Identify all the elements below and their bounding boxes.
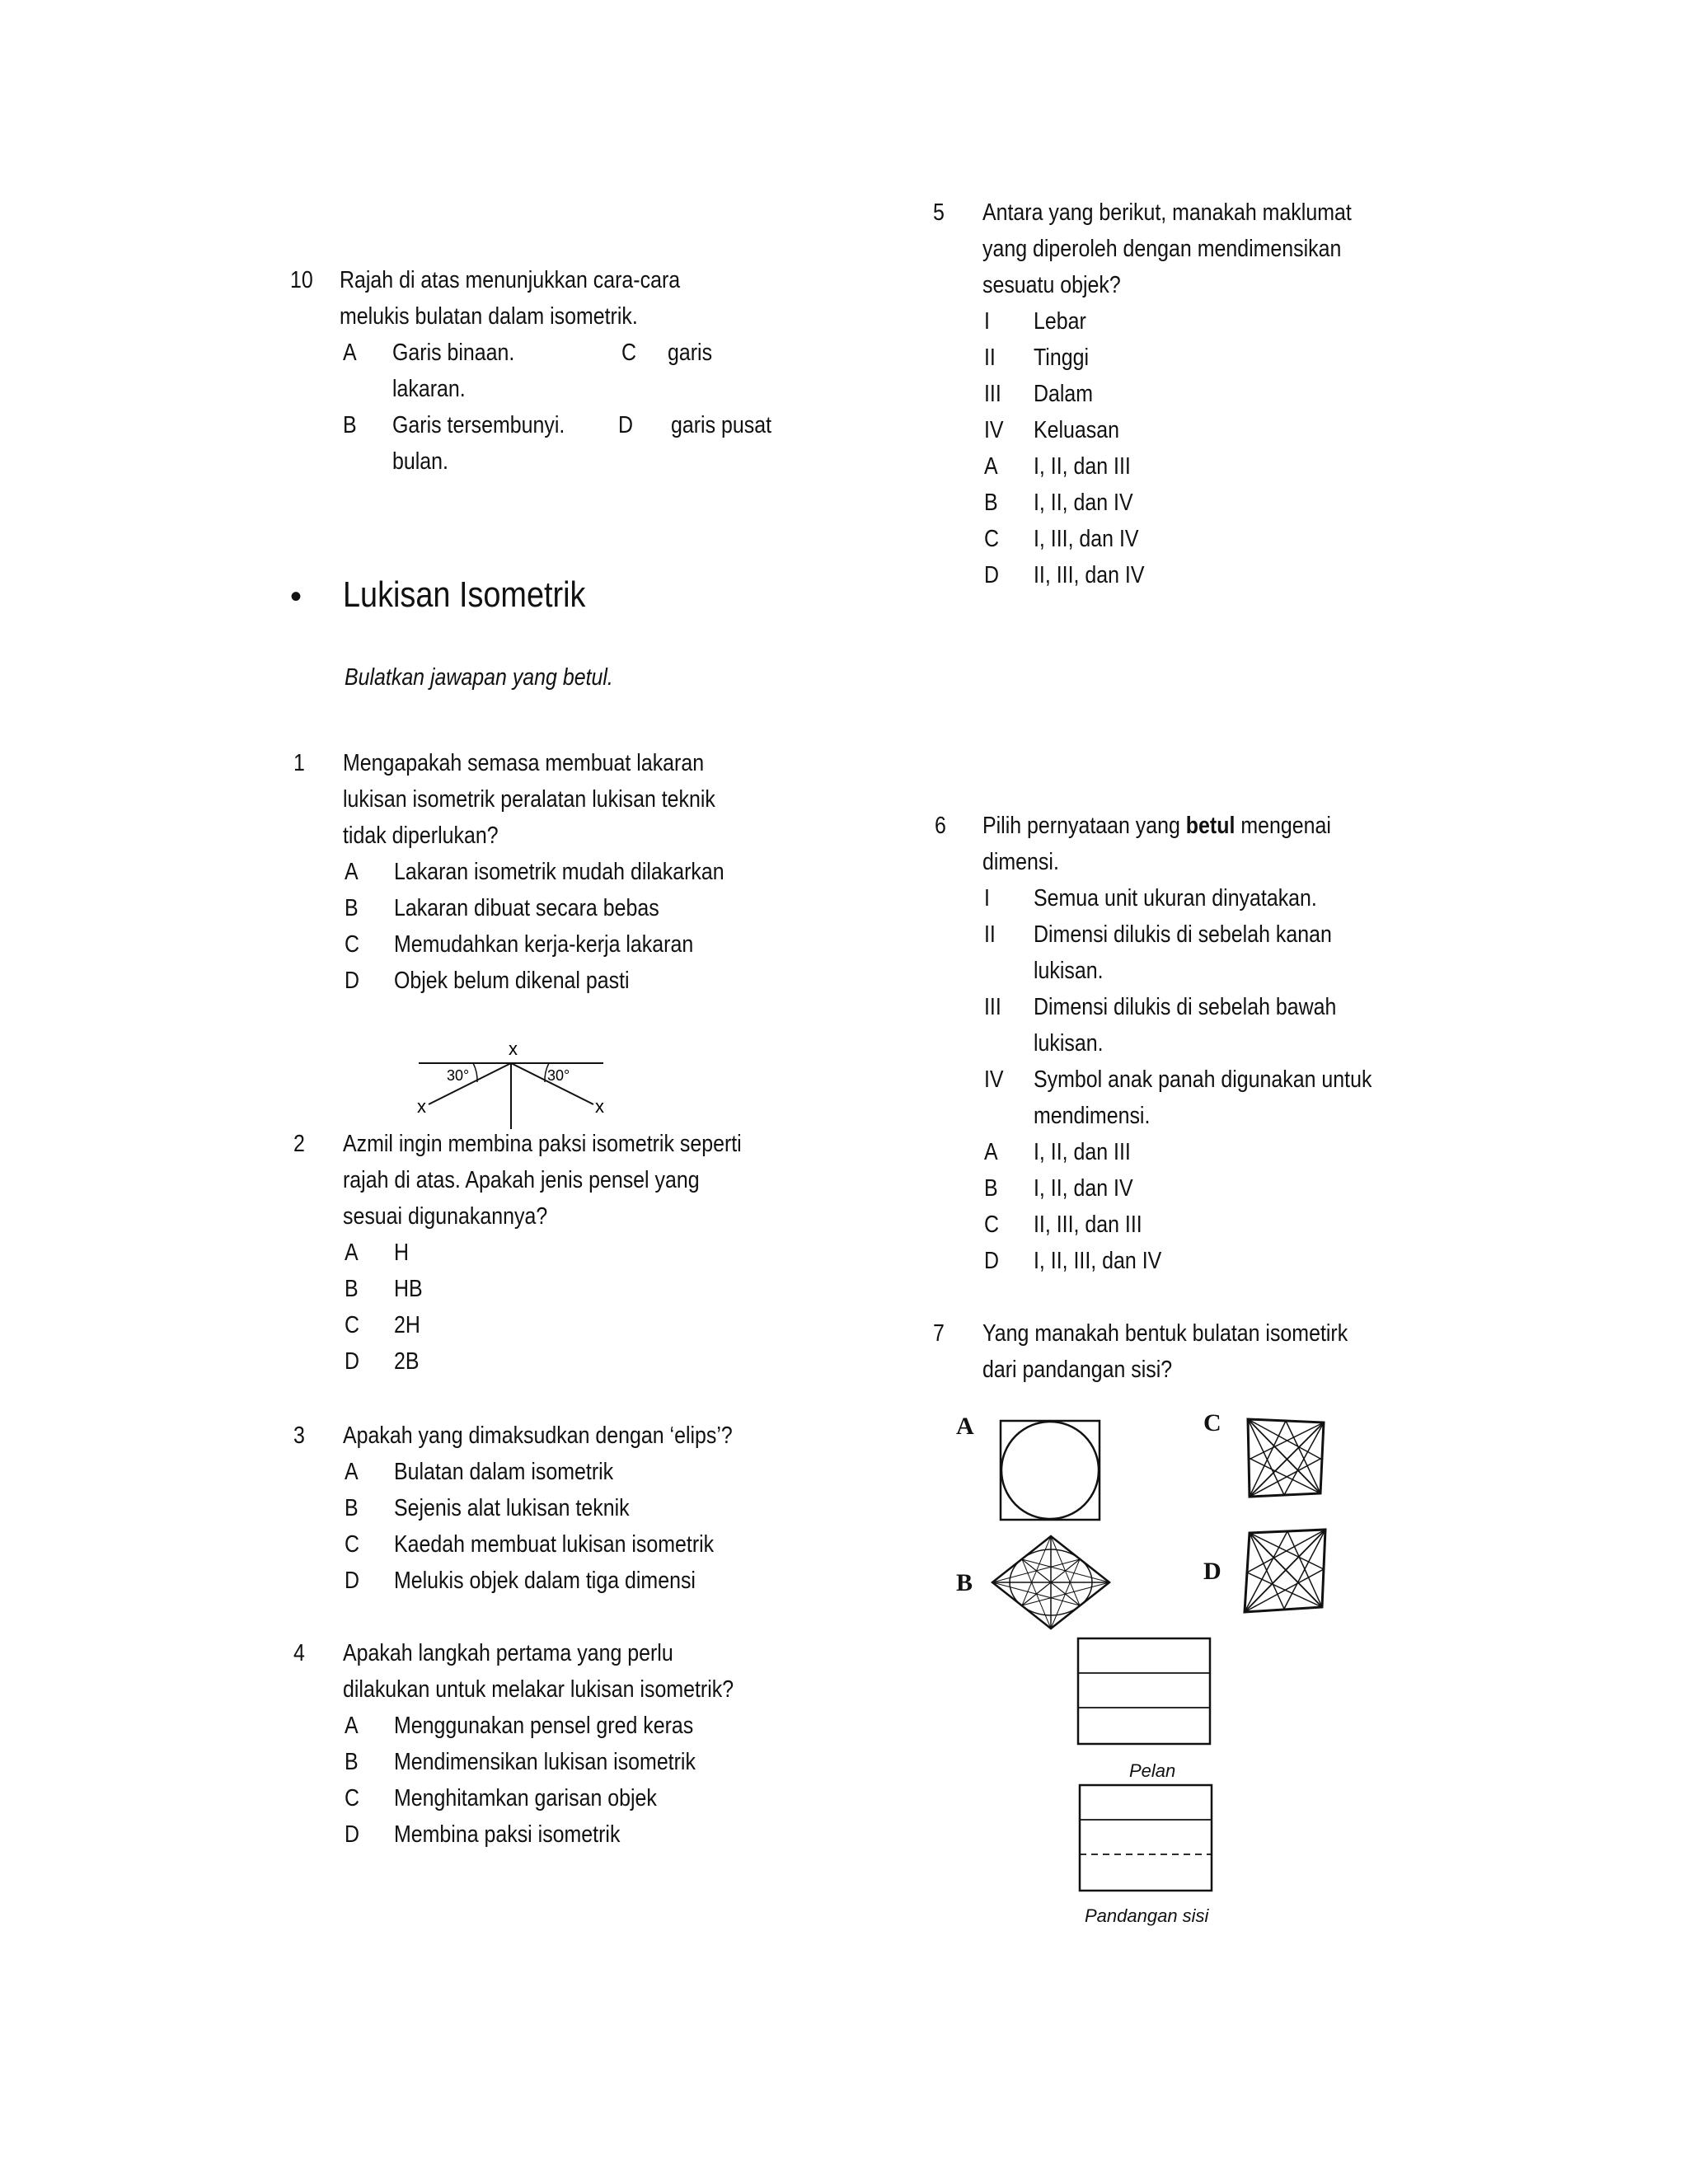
- q7-stem-line1: Yang manakah bentuk bulatan isometirk: [982, 1320, 1348, 1347]
- q6-option-a-letter: A: [984, 1139, 998, 1165]
- q6-item-2-cont: lukisan.: [1034, 958, 1104, 984]
- q5-item-1-roman: I: [984, 308, 990, 335]
- q7-figure-c-star-square: [1243, 1414, 1329, 1500]
- q6-option-d-text: I, II, III, dan IV: [1034, 1248, 1162, 1274]
- q6-option-b-letter: B: [984, 1175, 998, 1202]
- q5-item-4-roman: IV: [984, 417, 1004, 443]
- q3-option-a-text: Bulatan dalam isometrik: [394, 1459, 614, 1485]
- q5-option-d-letter: D: [984, 562, 1000, 588]
- q4-number: 4: [293, 1640, 305, 1666]
- q7-fig-letter-b: B: [956, 1569, 973, 1596]
- q4-option-d-text: Membina paksi isometrik: [394, 1821, 621, 1848]
- q6-item-4-cont: mendimensi.: [1034, 1103, 1151, 1129]
- isometric-axes-figure: [412, 1037, 610, 1129]
- q6-stem-pre: Pilih pernyataan yang: [982, 813, 1186, 839]
- q10-option-b-cont: bulan.: [392, 448, 448, 475]
- q2-option-a-letter: A: [345, 1240, 359, 1266]
- q6-item-3-roman: III: [984, 994, 1001, 1020]
- q6-option-a-text: I, II, dan III: [1034, 1139, 1131, 1165]
- q10-option-d-text: garis pusat: [671, 412, 771, 438]
- axes-angle-right: 30°: [547, 1067, 570, 1084]
- q7-pandangan-sisi-figure: [1078, 1783, 1213, 1892]
- q5-item-2-roman: II: [984, 344, 996, 371]
- q10-option-c-letter: C: [621, 340, 637, 366]
- q7-stem-line2: dari pandangan sisi?: [982, 1357, 1173, 1383]
- q5-item-2-text: Tinggi: [1034, 344, 1090, 371]
- q6-item-3-cont: lukisan.: [1034, 1030, 1104, 1057]
- q1-stem-line2: lukisan isometrik peralatan lukisan teknik: [343, 786, 715, 813]
- q1-option-c-letter: C: [345, 931, 360, 958]
- q10-option-a-letter: A: [343, 340, 357, 366]
- q3-option-a-letter: A: [345, 1459, 359, 1485]
- q5-item-3-text: Dalam: [1034, 381, 1094, 407]
- q3-option-d-letter: D: [345, 1568, 360, 1594]
- q5-option-c-letter: C: [984, 526, 1000, 552]
- axes-angle-left: 30°: [447, 1067, 470, 1084]
- q7-fig-letter-a: A: [956, 1413, 974, 1440]
- q3-option-b-text: Sejenis alat lukisan teknik: [394, 1495, 630, 1521]
- q3-option-b-letter: B: [345, 1495, 359, 1521]
- q2-option-c-text: 2H: [394, 1312, 420, 1338]
- q6-item-2-roman: II: [984, 921, 996, 948]
- q6-stem-post: mengenai: [1235, 813, 1331, 839]
- q6-stem-line2: dimensi.: [982, 849, 1059, 875]
- q10-number: 10: [290, 267, 313, 293]
- q3-stem-line1: Apakah yang dimaksudkan dengan ‘elips’?: [343, 1422, 733, 1449]
- q2-option-b-letter: B: [345, 1276, 359, 1302]
- q1-option-a-letter: A: [345, 859, 359, 885]
- q10-stem-line1: Rajah di atas menunjukkan cara-cara: [340, 267, 681, 293]
- q1-option-d-letter: D: [345, 968, 360, 994]
- q2-stem-line2: rajah di atas. Apakah jenis pensel yang: [343, 1167, 700, 1193]
- q1-option-d-text: Objek belum dikenal pasti: [394, 968, 630, 994]
- q5-option-b-text: I, II, dan IV: [1034, 490, 1133, 516]
- q7-figure-d-star-square: [1241, 1526, 1330, 1615]
- q5-item-1-text: Lebar: [1034, 308, 1086, 335]
- q10-option-d-letter: D: [618, 412, 634, 438]
- q5-stem-line3: sesuatu objek?: [982, 272, 1121, 298]
- q4-option-a-letter: A: [345, 1713, 359, 1739]
- q10-option-a-cont: lakaran.: [392, 376, 466, 402]
- q4-stem-line1: Apakah langkah pertama yang perlu: [343, 1640, 673, 1666]
- q6-number: 6: [935, 813, 946, 839]
- q5-item-4-text: Keluasan: [1034, 417, 1120, 443]
- q5-stem-line1: Antara yang berikut, manakah maklumat: [982, 199, 1352, 226]
- q1-number: 1: [293, 750, 305, 776]
- q5-option-a-text: I, II, dan III: [1034, 453, 1131, 480]
- q3-option-d-text: Melukis objek dalam tiga dimensi: [394, 1568, 696, 1594]
- q2-option-b-text: HB: [394, 1276, 423, 1302]
- q4-option-a-text: Menggunakan pensel gred keras: [394, 1713, 694, 1739]
- q6-item-3-text: Dimensi dilukis di sebelah bawah: [1034, 994, 1337, 1020]
- q6-stem-bold: betul: [1185, 813, 1236, 839]
- q4-option-c-text: Menghitamkan garisan objek: [394, 1785, 657, 1811]
- q6-stem-line1: [982, 808, 1331, 844]
- q6-option-c-letter: C: [984, 1212, 1000, 1238]
- q1-option-a-text: Lakaran isometrik mudah dilakarkan: [394, 859, 724, 885]
- q1-stem-line1: Mengapakah semasa membuat lakaran: [343, 750, 705, 776]
- q6-item-2-text: Dimensi dilukis di sebelah kanan: [1034, 921, 1332, 948]
- q4-option-d-letter: D: [345, 1821, 360, 1848]
- axes-x-top: x: [509, 1038, 518, 1059]
- q7-figure-a-circle-in-square: [999, 1419, 1101, 1521]
- section-bullet: •: [290, 579, 302, 615]
- q5-option-d-text: II, III, dan IV: [1034, 562, 1145, 588]
- q4-stem-line2: dilakukan untuk melakar lukisan isometrik?: [343, 1676, 734, 1703]
- q5-number: 5: [933, 199, 945, 226]
- axes-left-line: [429, 1063, 511, 1104]
- q1-stem-line3: tidak diperlukan?: [343, 823, 499, 849]
- q6-option-d-letter: D: [984, 1248, 1000, 1274]
- q6-item-1-roman: I: [984, 885, 990, 912]
- q7-fig-letter-c: C: [1203, 1409, 1221, 1436]
- q3-option-c-letter: C: [345, 1531, 360, 1558]
- q2-option-d-text: 2B: [394, 1348, 420, 1375]
- q6-item-4-roman: IV: [984, 1066, 1004, 1093]
- q5-item-3-roman: III: [984, 381, 1001, 407]
- q6-option-c-text: II, III, dan III: [1034, 1212, 1142, 1238]
- q5-option-c-text: I, III, dan IV: [1034, 526, 1139, 552]
- q7-pelan-label: Pelan: [1129, 1760, 1176, 1781]
- q10-option-c-text: garis: [668, 340, 713, 366]
- axes-x-left: x: [417, 1096, 426, 1117]
- section-title: Lukisan Isometrik: [343, 574, 586, 615]
- q10-option-b-text: Garis tersembunyi.: [392, 412, 565, 438]
- q3-number: 3: [293, 1422, 305, 1449]
- q7-figure-b-diamond: [989, 1533, 1113, 1632]
- q6-item-4-text: Symbol anak panah digunakan untuk: [1034, 1066, 1372, 1093]
- q10-option-b-letter: B: [343, 412, 357, 438]
- axes-left-arc: [473, 1063, 477, 1082]
- q3-option-c-text: Kaedah membuat lukisan isometrik: [394, 1531, 715, 1558]
- q10-option-a-text: Garis binaan.: [392, 340, 515, 366]
- q7-number: 7: [933, 1320, 945, 1347]
- q4-option-b-text: Mendimensikan lukisan isometrik: [394, 1749, 696, 1775]
- q2-stem-line3: sesuai digunakannya?: [343, 1203, 548, 1230]
- q7-fig-letter-d: D: [1203, 1558, 1221, 1585]
- q2-number: 2: [293, 1131, 305, 1157]
- q6-option-b-text: I, II, dan IV: [1034, 1175, 1133, 1202]
- q1-option-b-text: Lakaran dibuat secara bebas: [394, 895, 659, 921]
- q10-stem-line2: melukis bulatan dalam isometrik.: [340, 303, 638, 330]
- q2-option-c-letter: C: [345, 1312, 360, 1338]
- axes-x-right: x: [595, 1096, 604, 1117]
- q7-pandangan-sisi-label: Pandangan sisi: [1085, 1905, 1209, 1926]
- q2-option-a-text: H: [394, 1240, 410, 1266]
- q6-item-1-text: Semua unit ukuran dinyatakan.: [1034, 885, 1317, 912]
- q5-stem-line2: yang diperoleh dengan mendimensikan: [982, 236, 1342, 262]
- q2-option-d-letter: D: [345, 1348, 360, 1375]
- q4-option-b-letter: B: [345, 1749, 359, 1775]
- q2-stem-line1: Azmil ingin membina paksi isometrik seperti: [343, 1131, 742, 1157]
- section-instruction: Bulatkan jawapan yang betul.: [345, 664, 613, 691]
- q1-option-b-letter: B: [345, 895, 359, 921]
- q5-option-a-letter: A: [984, 453, 998, 480]
- q5-option-b-letter: B: [984, 490, 998, 516]
- q4-option-c-letter: C: [345, 1785, 360, 1811]
- q7-pelan-figure: [1076, 1637, 1212, 1746]
- q1-option-c-text: Memudahkan kerja-kerja lakaran: [394, 931, 694, 958]
